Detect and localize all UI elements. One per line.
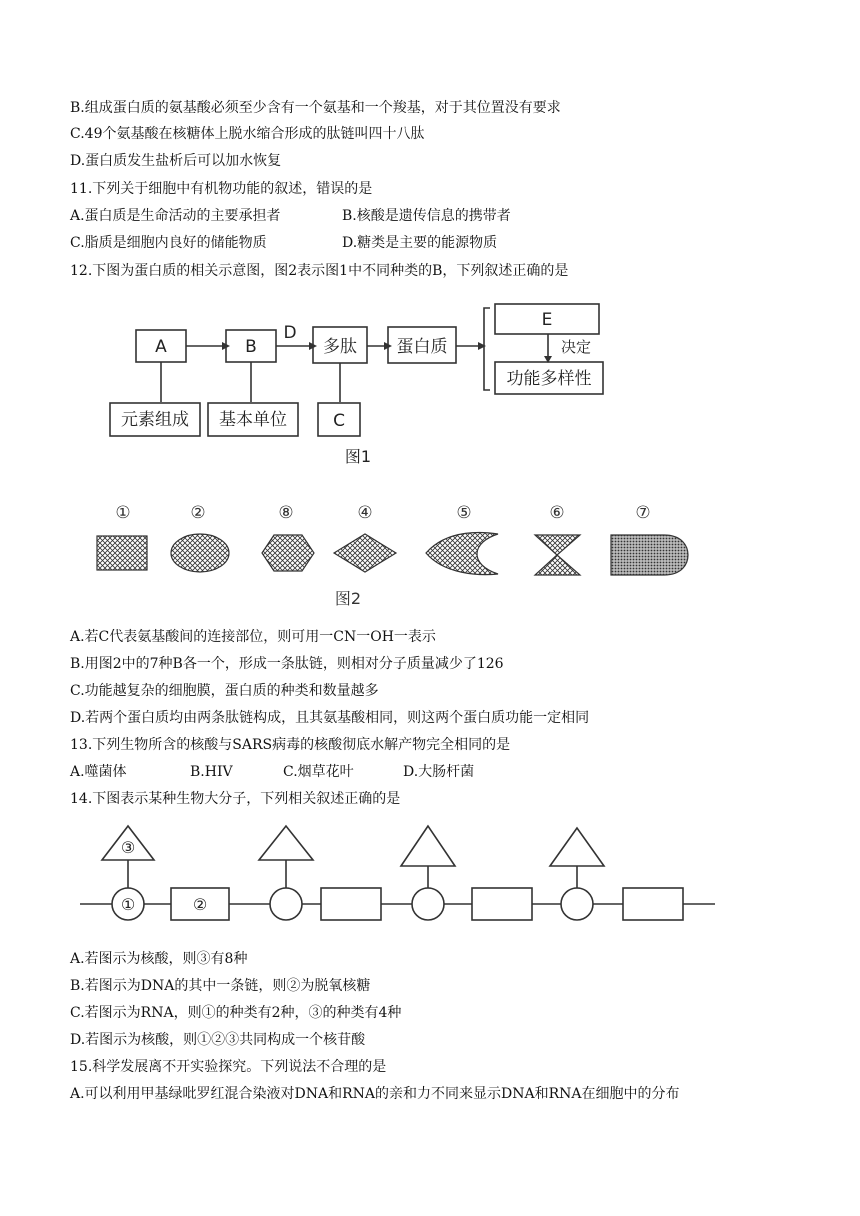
label-d: D	[283, 323, 297, 343]
option-10d: D.蛋白质发生盐析后可以加水恢复	[70, 153, 282, 169]
option-11a: A.蛋白质是生命活动的主要承担者	[70, 208, 281, 224]
shape-label-5: ⑤	[456, 503, 472, 523]
box-peptide-label: 多肽	[323, 337, 357, 357]
shape-label-4: ④	[357, 503, 373, 523]
shape-5	[426, 532, 498, 574]
option-12c: C.功能越复杂的细胞膜，蛋白质的种类和数量越多	[70, 683, 379, 699]
option-14b: B.若图示为DNA的其中一条链，则②为脱氧核糖	[70, 978, 371, 994]
label-3: ③	[120, 838, 136, 857]
option-14c: C.若图示为RNA，则①的种类有2种，③的种类有4种	[70, 1005, 402, 1021]
figure-3	[70, 822, 720, 932]
shape-2	[171, 534, 229, 572]
option-12d: D.若两个蛋白质均由两条肽链构成，且其氨基酸相同，则这两个蛋白质功能一定相同	[70, 710, 590, 726]
option-13b: B.HIV	[190, 764, 233, 780]
figure-1	[90, 290, 650, 470]
option-11d: D.糖类是主要的能源物质	[342, 235, 498, 251]
option-13c: C.烟草花叶	[283, 764, 354, 780]
option-15a: A.可以利用甲基绿吡罗红混合染液对DNA和RNA的亲和力不同来显示DNA和RNA在细胞中的分布	[70, 1086, 680, 1102]
question-11: 11.下列关于细胞中有机物功能的叙述，错误的是	[70, 181, 373, 197]
triangle-4	[550, 828, 604, 866]
figure-2-caption: 图2	[334, 589, 362, 608]
rect-3	[472, 888, 532, 920]
option-10c: C.49个氨基酸在核糖体上脱水缩合形成的肽链叫四十八肽	[70, 126, 425, 142]
question-13: 13.下列生物所含的核酸与SARS病毒的核酸彻底水解产物完全相同的是	[70, 737, 511, 753]
figure-2	[80, 498, 700, 616]
box-a-label: A	[155, 337, 167, 357]
option-11c: C.脂质是细胞内良好的储能物质	[70, 235, 267, 251]
option-12b: B.用图2中的7种B各一个，形成一条肽链，则相对分子质量减少了126	[70, 656, 504, 672]
shape-7	[611, 535, 688, 575]
question-15: 15.科学发展离不开实验探究。下列说法不合理的是	[70, 1059, 387, 1075]
option-14a: A.若图示为核酸，则③有8种	[70, 951, 248, 967]
shape-4	[334, 534, 396, 572]
box-e-label: E	[541, 310, 553, 330]
triangle-2	[259, 826, 313, 860]
triangle-3	[401, 826, 455, 866]
label-2: ②	[192, 895, 208, 914]
label-1: ①	[120, 895, 136, 914]
shape-label-1: ①	[115, 503, 131, 523]
box-c-label: C	[333, 411, 345, 431]
rect-2	[321, 888, 381, 920]
shape-6	[535, 535, 580, 575]
shape-1	[97, 536, 147, 570]
option-13a: A.噬菌体	[70, 764, 127, 780]
shape-label-2: ②	[190, 503, 206, 523]
box-diversity-label: 功能多样性	[506, 369, 592, 389]
rect-4	[623, 888, 683, 920]
option-12a: A.若C代表氨基酸间的连接部位，则可用一CN一OH一表示	[70, 629, 436, 645]
option-13d: D.大肠杆菌	[403, 764, 475, 780]
option-10b: B.组成蛋白质的氨基酸必须至少含有一个氨基和一个羧基，对于其位置没有要求	[70, 100, 561, 116]
box-protein-label: 蛋白质	[396, 337, 448, 357]
box-b-label: B	[245, 337, 257, 357]
option-14d: D.若图示为核酸，则①②③共同构成一个核苷酸	[70, 1032, 366, 1048]
box-elements-label: 元素组成	[121, 410, 189, 430]
question-14: 14.下图表示某种生物大分子，下列相关叙述正确的是	[70, 791, 401, 807]
option-11b: B.核酸是遗传信息的携带者	[342, 208, 511, 224]
shape-label-3: ⑧	[278, 503, 294, 523]
figure-1-caption: 图1	[344, 447, 372, 466]
shape-label-7: ⑦	[635, 503, 651, 523]
circle-4	[561, 888, 593, 920]
circle-2	[270, 888, 302, 920]
shape-label-6: ⑥	[549, 503, 565, 523]
shape-3	[262, 535, 314, 571]
decide-label: 决定	[560, 338, 592, 356]
box-unit-label: 基本单位	[219, 410, 287, 430]
question-12: 12.下图为蛋白质的相关示意图，图2表示图1中不同种类的B，下列叙述正确的是	[70, 263, 569, 279]
circle-3	[412, 888, 444, 920]
